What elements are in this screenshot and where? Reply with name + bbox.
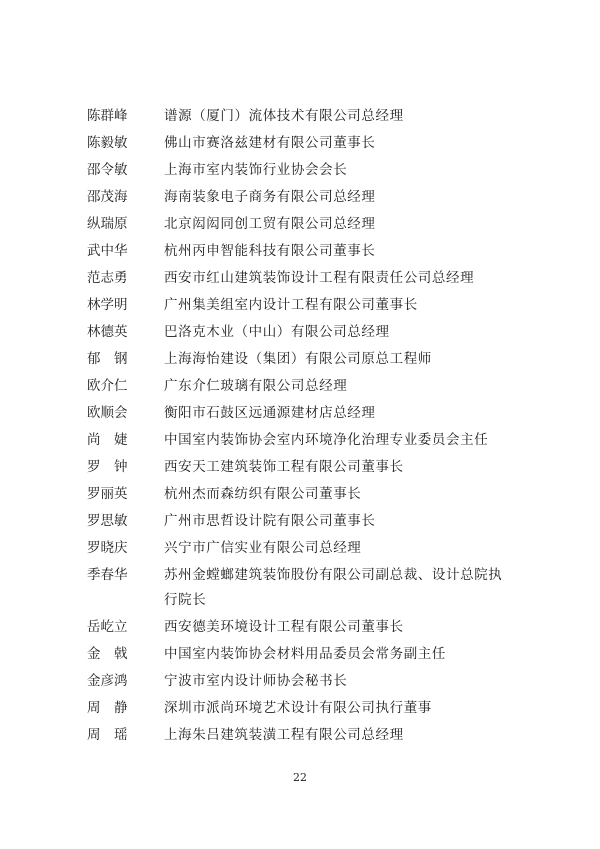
member-title-line: 上海海怡建设（集团）有限公司原总工程师 — [164, 351, 432, 367]
member-title-line: 上海朱吕建筑装潢工程有限公司总经理 — [164, 727, 404, 743]
member-title — [164, 513, 517, 530]
member-title-line: 谱源（厦门）流体技术有限公司总经理 — [164, 108, 404, 124]
member-title — [164, 432, 517, 449]
member-name: 欧顺会 — [87, 405, 128, 421]
member-title — [164, 673, 517, 690]
member-name: 金 戟 — [87, 646, 128, 662]
member-title-line: 兴宁市广信实业有限公司总经理 — [164, 540, 362, 556]
member-title — [164, 324, 517, 341]
member-name: 林学明 — [87, 297, 128, 313]
member-title-line: 杭州杰而森纺织有限公司董事长 — [164, 486, 362, 502]
member-list — [87, 108, 517, 754]
member-title — [164, 727, 517, 744]
member-name: 尚 婕 — [87, 432, 128, 448]
member-title-line: 行院长 — [164, 592, 207, 608]
page-number: 22 — [293, 771, 307, 784]
member-title-line: 衡阳市石鼓区远通源建材店总经理 — [164, 405, 376, 421]
member-name: 武中华 — [87, 243, 128, 259]
member-title-line: 西安天工建筑装饰工程有限公司董事长 — [164, 459, 404, 475]
member-title — [164, 646, 517, 663]
list-item — [87, 673, 517, 690]
list-item — [87, 700, 517, 717]
list-item — [87, 351, 517, 368]
member-name: 陈群峰 — [87, 108, 128, 124]
member-title-line: 西安德美环境设计工程有限公司董事长 — [164, 619, 404, 635]
member-title — [164, 700, 517, 717]
list-item — [87, 108, 517, 125]
member-title — [164, 567, 517, 609]
list-item — [87, 459, 517, 476]
member-name: 罗思敏 — [87, 513, 128, 529]
member-title — [164, 297, 517, 314]
member-title-line: 中国室内装饰协会室内环境净化治理专业委员会主任 — [164, 432, 489, 448]
list-item — [87, 243, 517, 260]
member-title — [164, 135, 517, 152]
member-name: 罗 钟 — [87, 459, 128, 475]
member-name: 郁 钢 — [87, 351, 128, 367]
member-title — [164, 216, 517, 233]
member-name: 金彦鸿 — [87, 673, 128, 689]
list-item — [87, 727, 517, 744]
member-title — [164, 378, 517, 395]
member-title-line: 深圳市派尚环境艺术设计有限公司执行董事 — [164, 700, 432, 716]
list-item — [87, 162, 517, 179]
list-item — [87, 297, 517, 314]
member-title — [164, 405, 517, 422]
list-item — [87, 540, 517, 557]
member-name: 陈毅敏 — [87, 135, 128, 151]
list-item — [87, 486, 517, 503]
list-item — [87, 216, 517, 233]
list-item — [87, 646, 517, 663]
member-title-line: 宁波市室内设计师协会秘书长 — [164, 673, 348, 689]
member-title-line: 广州集美组室内设计工程有限公司董事长 — [164, 297, 418, 313]
member-title-line: 巴洛克木业（中山）有限公司总经理 — [164, 324, 390, 340]
member-title-line: 佛山市赛洛兹建材有限公司董事长 — [164, 135, 376, 151]
member-title-line: 中国室内装饰协会材料用品委员会常务副主任 — [164, 646, 446, 662]
list-item — [87, 270, 517, 287]
member-name: 季春华 — [87, 567, 128, 583]
member-name: 周 瑶 — [87, 727, 128, 743]
member-name: 周 静 — [87, 700, 128, 716]
member-title-line: 上海市室内装饰行业协会会长 — [164, 162, 348, 178]
list-item — [87, 405, 517, 422]
member-name: 罗丽英 — [87, 486, 128, 502]
list-item — [87, 135, 517, 152]
member-name: 欧介仁 — [87, 378, 128, 394]
member-name: 邵茂海 — [87, 189, 128, 205]
list-item — [87, 619, 517, 636]
list-item — [87, 567, 517, 609]
member-title — [164, 619, 517, 636]
member-name: 邵令敏 — [87, 162, 128, 178]
member-title — [164, 270, 517, 287]
member-title-line: 海南装象电子商务有限公司总经理 — [164, 189, 376, 205]
member-title — [164, 351, 517, 368]
member-name: 林德英 — [87, 324, 128, 340]
member-title — [164, 243, 517, 260]
member-title — [164, 486, 517, 503]
member-title — [164, 189, 517, 206]
member-title — [164, 540, 517, 557]
member-title-line: 北京闳闳同创工贸有限公司总经理 — [164, 216, 376, 232]
member-name: 纵瑞原 — [87, 216, 128, 232]
list-item — [87, 378, 517, 395]
member-name: 范志勇 — [87, 270, 128, 286]
member-name: 罗晓庆 — [87, 540, 128, 556]
member-title — [164, 162, 517, 179]
member-title-line: 西安市红山建筑装饰设计工程有限责任公司总经理 — [164, 270, 475, 286]
member-title — [164, 459, 517, 476]
member-name: 岳屹立 — [87, 619, 128, 635]
member-title-line: 苏州金螳螂建筑装饰股份有限公司副总裁、设计总院执 — [164, 567, 503, 583]
member-title-line: 广东介仁玻璃有限公司总经理 — [164, 378, 348, 394]
list-item — [87, 432, 517, 449]
list-item — [87, 513, 517, 530]
member-title-line: 杭州丙申智能科技有限公司董事长 — [164, 243, 376, 259]
list-item — [87, 324, 517, 341]
list-item — [87, 189, 517, 206]
member-title — [164, 108, 517, 125]
member-title-line: 广州市思哲设计院有限公司董事长 — [164, 513, 376, 529]
